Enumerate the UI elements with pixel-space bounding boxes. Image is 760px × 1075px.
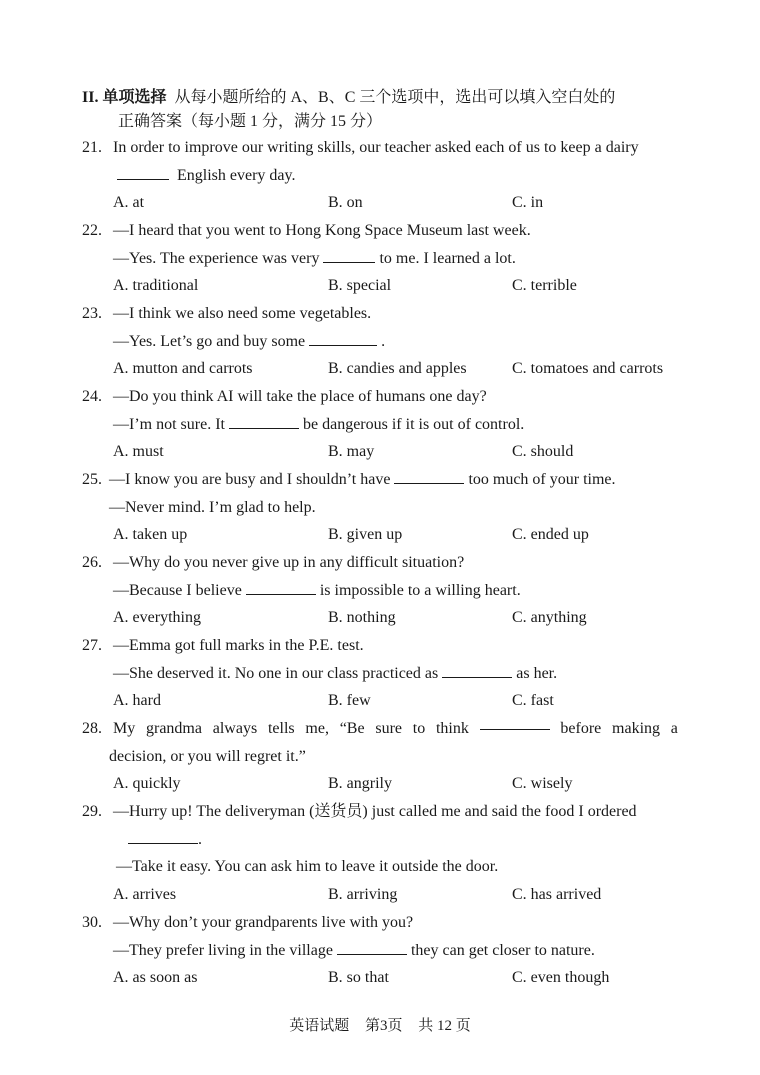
question-27	[0, 632, 760, 715]
word: me,	[305, 720, 329, 737]
word: think	[435, 720, 469, 737]
question-line: —Why don’t your grandparents live with you?	[113, 914, 414, 931]
word: tells	[267, 720, 295, 737]
option-b: B. candies and apples	[328, 360, 467, 378]
option-a: A. must	[113, 443, 164, 461]
question-line: —Do you think AI will take the place of humans one day?	[113, 388, 487, 405]
question-line: —I think we also need some vegetables.	[113, 305, 372, 322]
question-line	[113, 715, 678, 743]
option-c: C. even though	[512, 969, 610, 987]
answer-blank	[394, 469, 464, 484]
question-number: 21.	[82, 139, 102, 156]
question-line: —Why do you never give up in any difficult situation?	[113, 554, 465, 571]
question-30	[0, 909, 760, 992]
question-number: 28.	[82, 720, 102, 737]
answer-blank	[480, 715, 550, 730]
answer-blank	[229, 414, 299, 429]
option-a: A. everything	[113, 609, 201, 627]
option-b: B. so that	[328, 969, 389, 987]
question-stem: English every day.	[177, 166, 296, 184]
option-c: C. should	[512, 443, 574, 461]
question-line: as her.	[516, 664, 558, 682]
question-line: is impossible to a willing heart.	[319, 581, 521, 599]
section-instruction-2: 正确答案（每小题 1 分，满分 15 分）	[118, 113, 383, 130]
option-c: C. fast	[512, 692, 554, 710]
option-c: C. ended up	[512, 526, 589, 544]
option-a: A. arrives	[113, 886, 177, 904]
section-heading	[82, 86, 615, 134]
option-b: B. angrily	[328, 775, 392, 793]
question-number: 30.	[82, 914, 102, 931]
question-stem: In order to improve our writing skills, our teacher asked each of us to keep a dairy	[113, 139, 639, 156]
option-b: B. on	[328, 194, 363, 212]
option-b: B. may	[328, 443, 375, 461]
question-line: .	[381, 332, 386, 350]
word: a	[670, 720, 678, 737]
option-c: C. has arrived	[512, 886, 602, 904]
section-instruction-1: 从每小题所给的 A、B、C 三个选项中，选出可以填入空白处的	[174, 89, 616, 106]
option-b: B. special	[328, 277, 392, 295]
question-22	[0, 217, 760, 300]
question-line: —Yes. The experience was very	[113, 249, 320, 267]
question-26	[0, 549, 760, 632]
option-a: A. at	[113, 194, 145, 212]
question-line: —Hurry up! The deliveryman (送货员) just called me and said the food I ordered	[113, 803, 637, 820]
answer-blank	[128, 829, 198, 844]
option-a: A. quickly	[113, 775, 181, 793]
answer-blank	[323, 248, 375, 263]
question-line: —She deserved it. No one in our class practiced as	[113, 664, 439, 682]
question-line: .	[198, 830, 202, 848]
footer-subject: 英语试题	[289, 1018, 350, 1034]
footer-page: 第3页	[364, 1018, 403, 1034]
question-line: they can get closer to nature.	[410, 941, 595, 959]
question-line: —I’m not sure. It	[113, 415, 225, 433]
option-a: A. hard	[113, 692, 161, 710]
word: before	[560, 720, 602, 737]
option-b: B. arriving	[328, 886, 398, 904]
word: My	[113, 720, 136, 737]
question-number: 24.	[82, 388, 102, 405]
word: always	[212, 720, 258, 737]
question-number: 25.	[82, 471, 102, 488]
option-c: C. terrible	[512, 277, 577, 295]
word: making	[612, 720, 661, 737]
option-b: B. nothing	[328, 609, 396, 627]
word: sure	[375, 720, 402, 737]
word: “Be	[339, 720, 365, 737]
question-line: decision, or you will regret it.”	[109, 747, 306, 765]
question-number: 22.	[82, 222, 102, 239]
question-line: be dangerous if it is out of control.	[302, 415, 525, 433]
answer-blank	[442, 663, 512, 678]
option-c: C. wisely	[512, 775, 573, 793]
section-title: II. 单项选择	[82, 89, 167, 106]
question-number: 27.	[82, 637, 102, 654]
question-24	[0, 383, 760, 466]
option-c: C. anything	[512, 609, 587, 627]
question-21	[0, 134, 760, 217]
question-line: —I heard that you went to Hong Kong Space Museum last week.	[113, 222, 531, 239]
answer-blank	[246, 580, 316, 595]
question-23	[0, 300, 760, 383]
question-line: —I know you are busy and I shouldn’t have	[109, 471, 391, 488]
question-line: —Emma got full marks in the P.E. test.	[113, 637, 364, 654]
question-line: —Never mind. I’m glad to help.	[109, 498, 316, 516]
question-number: 26.	[82, 554, 102, 571]
question-28	[0, 715, 760, 798]
answer-blank	[337, 940, 407, 955]
option-b: B. given up	[328, 526, 403, 544]
question-line: —Take it easy. You can ask him to leave it outside the door.	[116, 858, 499, 876]
option-a: A. mutton and carrots	[113, 360, 253, 378]
option-c: C. tomatoes and carrots	[512, 360, 664, 378]
question-29	[0, 798, 760, 909]
question-line: —They prefer living in the village	[113, 941, 333, 959]
option-b: B. few	[328, 692, 371, 710]
word: grandma	[146, 720, 202, 737]
answer-blank	[309, 331, 377, 346]
word: to	[412, 720, 426, 737]
option-a: A. taken up	[113, 526, 188, 544]
option-a: A. traditional	[113, 277, 199, 295]
footer-total: 共 12 页	[418, 1018, 471, 1034]
option-c: C. in	[512, 194, 544, 212]
question-line: —Yes. Let’s go and buy some	[113, 332, 306, 350]
question-25	[0, 466, 760, 549]
answer-blank	[117, 165, 169, 180]
page-footer	[0, 1014, 760, 1035]
question-line: to me. I learned a lot.	[379, 249, 516, 267]
question-number: 23.	[82, 305, 102, 322]
question-line: too much of your time.	[468, 471, 616, 488]
option-a: A. as soon as	[113, 969, 198, 987]
question-number: 29.	[82, 803, 102, 820]
question-line: —Because I believe	[113, 581, 242, 599]
